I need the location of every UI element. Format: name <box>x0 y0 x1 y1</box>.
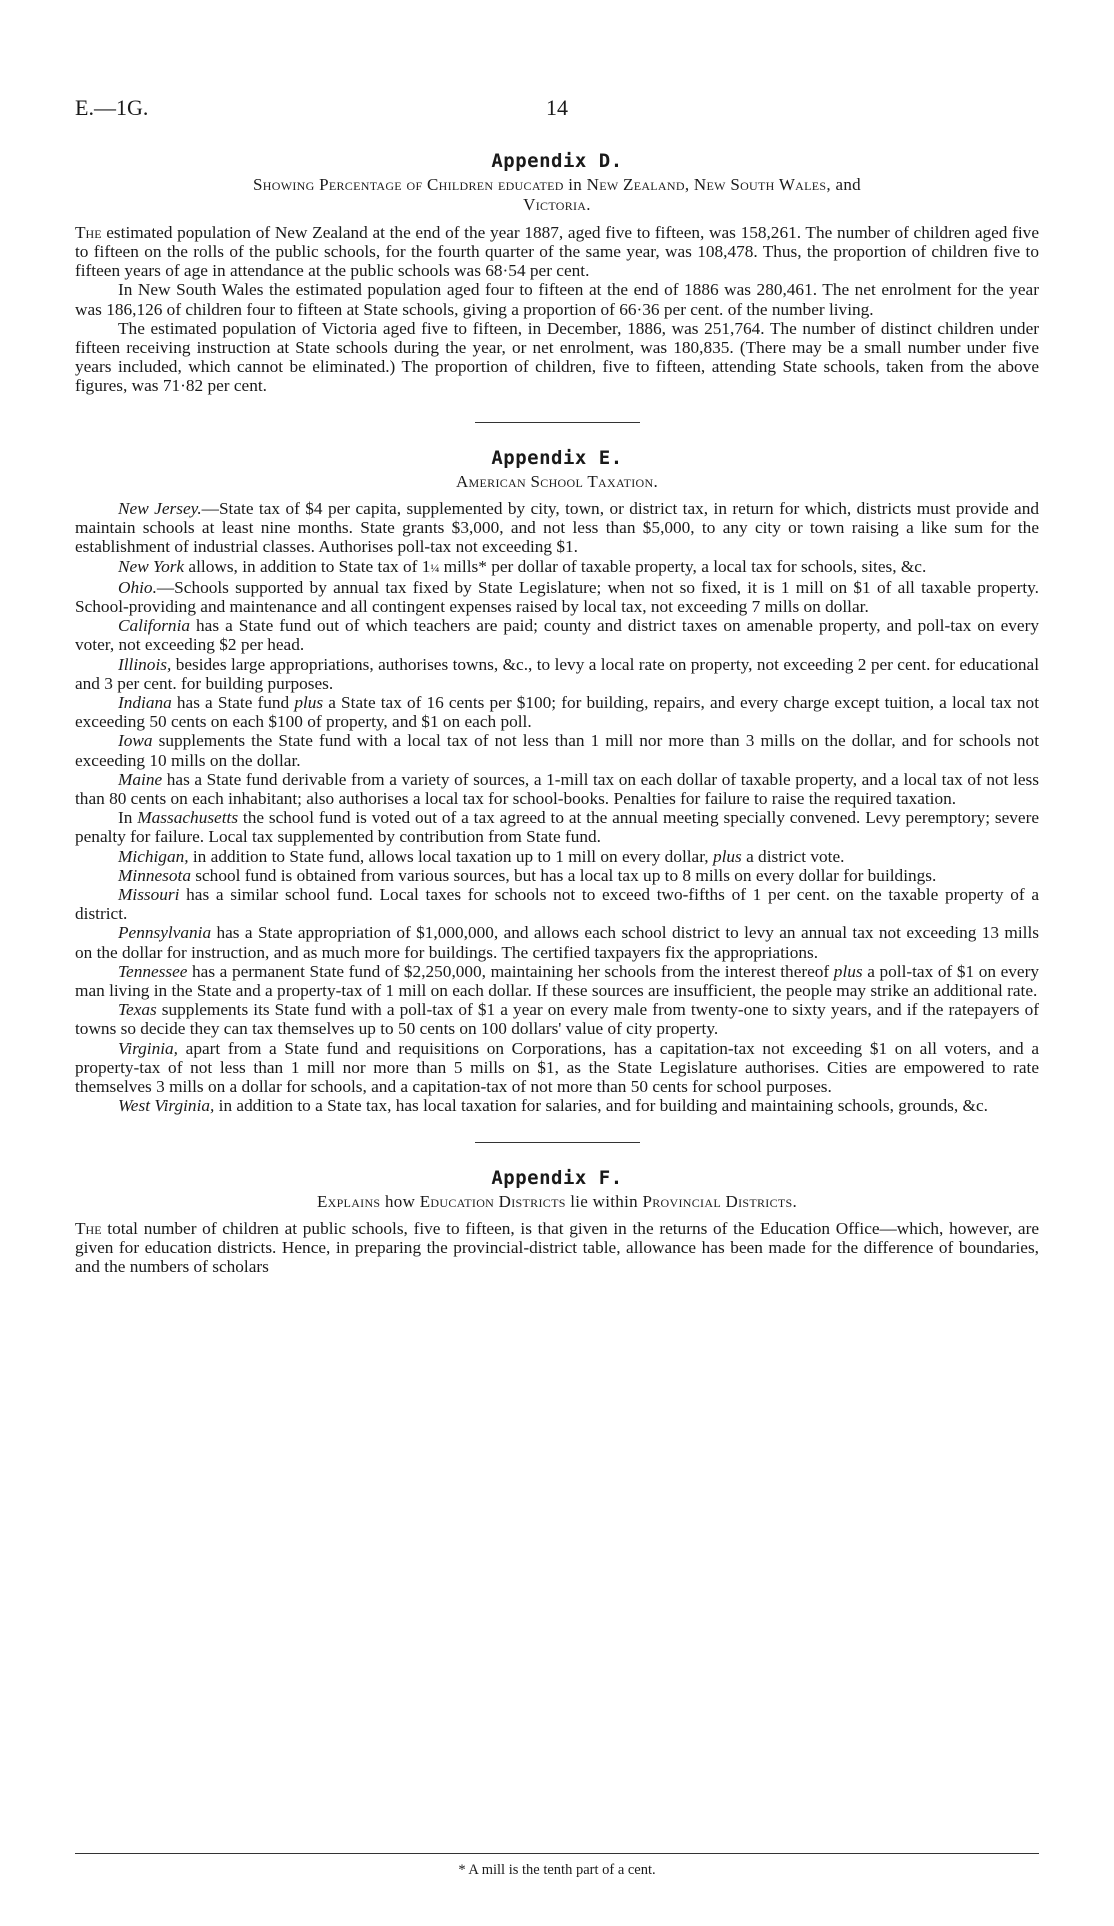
state-text: In <box>118 808 138 828</box>
state-text: apart from a State fund and requisitions on Corporations, has a capitation-tax not exceeding $1 on all voters, and a property-tax of not less than 1 mill nor more than 5 mills on $1, as the State Legislature authorises. Cities are empowered to rate themselves 3 mills on a dollar for schools, and a capitation-tax of not more than 50 cents for school purposes. <box>75 1038 1039 1097</box>
state-text: the school fund is voted out of a tax agreed to at the annual meeting specially convened. Levy peremptory; severe penalty for failure. Local tax supplemented by contribution from State fund. <box>75 808 1039 847</box>
appendix-e-subtitle: American School Taxation. <box>455 471 659 491</box>
state-text: —State tax of $4 per capita, supplemented by city, town, or district tax, in return for which, districts must provide and maintain schools at least nine months. State grants $3,000, and not less than $5,000, to any city or town raising a like sum for the establishment of industrial classes. Authorises poll-tax not exceeding $1. <box>75 499 1039 557</box>
footnote: * A mill is the tenth part of a cent. <box>458 1862 656 1878</box>
subtitle-part: educated <box>497 175 564 194</box>
appendix-d-title: Appendix D. <box>491 150 623 172</box>
state-text: has a similar school fund. Local taxes for schools not to exceed two-fifths of 1 per cent. on the taxable property of a district. <box>75 885 1039 924</box>
state-text: —Schools supported by annual tax fixed by State Legislature; when not so fixed, it is 1 mill on $1 of all taxable property. School-providing and maintenance and all contingent expenses raised by local tax, not exceeding 7 mills on dollar. <box>75 577 1039 617</box>
state-entry <box>75 808 1039 846</box>
footnote-divider <box>75 1853 1039 1854</box>
paragraph-text: estimated population of New Zealand at the end of the year 1887, aged five to fifteen, was 158,261. The number of children aged five to fifteen on the rolls of the public schools, for the fourth quarter of the same year, was 108,478. Thus, the proportion of children five to fifteen years of age in attendance at the public schools was 68·54 per cent. <box>75 222 1039 281</box>
subtitle-part: Explains <box>316 1191 381 1211</box>
appendix-e <box>75 447 1039 1116</box>
state-name: Virginia, <box>118 1038 179 1058</box>
state-text: mills* per dollar of taxable property, a local tax for schools, sites, &c. <box>439 556 927 576</box>
state-entry <box>75 731 1039 769</box>
subtitle-part: lie within <box>570 1191 638 1211</box>
page-content <box>75 150 1039 1277</box>
paragraph-lead: The <box>75 222 102 242</box>
state-name: Michigan, <box>118 846 189 866</box>
state-name: New York <box>118 556 185 576</box>
state-text: has a State fund derivable from a variety of sources, a 1-mill tax on each dollar of taxable property, and a local tax of not less than 80 cents on each inhabitant; also authorises a local tax for school-books. Penalties for failure to raise the required taxation. <box>75 769 1039 809</box>
state-entry <box>75 578 1039 616</box>
state-text: in addition to a State tax, has local taxation for salaries, and for building and maintaining schools, grounds, &c. <box>214 1096 988 1116</box>
state-name: New Jersey. <box>118 499 202 518</box>
state-entry <box>75 616 1039 654</box>
subtitle-part: Victoria. <box>523 195 591 215</box>
state-name: Minnesota <box>118 865 191 885</box>
section-divider <box>475 1142 640 1143</box>
fraction: ¼ <box>430 560 440 575</box>
state-name: Texas <box>118 1000 157 1020</box>
state-text: a poll-tax of $1 on every man living in the State and a property-tax of 1 mill on each dollar. If these sources are insufficient, the people may strike an additional rate. <box>75 961 1039 1001</box>
state-entry <box>75 655 1039 693</box>
state-name: Illinois, <box>118 654 172 674</box>
state-text: a district vote. <box>741 846 845 866</box>
appendix-f-subtitle <box>75 1192 1039 1212</box>
appendix-f-title: Appendix F. <box>491 1166 623 1189</box>
paragraph-text: total number of children at public schools, five to fifteen, is that given in the returns of the Education Office—which, however, are given for education districts. Hence, in preparing the provincial-district table, allowance has been made for the difference of boundaries, and the numbers of scholars <box>75 1218 1039 1277</box>
state-entry <box>75 1096 1039 1115</box>
state-text: allows, in addition to State tax of 1 <box>184 556 431 576</box>
state-entry <box>75 866 1039 885</box>
page-number: 14 <box>546 95 568 120</box>
state-name: Pennsylvania <box>118 923 212 943</box>
state-entry <box>75 847 1039 866</box>
emphasis: plus <box>833 961 863 981</box>
appendix-d <box>75 150 1039 396</box>
paragraph-lead: The <box>75 1218 102 1238</box>
state-text: besides large appropriations, authorises towns, &c., to levy a local rate on property, not exceeding 2 per cent. for educational and 3 per cent. for building purposes. <box>75 654 1039 693</box>
page-header <box>75 95 1039 125</box>
subtitle-part: New Zealand, New South Wales, <box>586 175 831 194</box>
state-text: has a permanent State fund of $2,250,000, maintaining her schools from the interest thereof <box>187 961 834 981</box>
state-entry <box>75 1039 1039 1097</box>
paragraph <box>75 223 1039 281</box>
state-entry <box>75 693 1039 731</box>
section-divider <box>475 422 640 423</box>
state-text: school fund is obtained from various sources, but has a local tax up to 8 mills on every dollar for buildings. <box>190 865 937 885</box>
appendix-f <box>75 1167 1039 1277</box>
state-name: West Virginia, <box>118 1096 215 1116</box>
state-text: has a State appropriation of $1,000,000, and allows each school district to levy an annual tax not exceeding 13 mills on the dollar for instruction, and as much more for buildings. The certified taxpayers fix the appropriations. <box>75 923 1039 962</box>
emphasis: plus <box>712 846 742 866</box>
state-text: has a State fund out of which teachers are paid; county and district taxes on amenable property, and poll-tax on every voter, not exceeding $2 per head. <box>75 616 1039 655</box>
state-name: Tennessee <box>118 961 188 981</box>
appendix-e-title: Appendix E. <box>491 446 623 469</box>
state-name: Maine <box>118 769 163 789</box>
state-entry <box>75 962 1039 1000</box>
paragraph: In New South Wales the estimated population aged four to fifteen at the end of 1886 was 280,461. The net enrolment for the year was 186,126 of children four to fifteen at State schools, giving a proportion of 66·36 per cent. of the number living. <box>75 280 1039 319</box>
state-entry <box>75 1000 1039 1038</box>
document-reference: E.—1G. <box>75 95 149 120</box>
subtitle-part: Education Districts <box>419 1191 566 1211</box>
subtitle-part: Provincial Districts. <box>642 1191 798 1211</box>
state-name: Ohio. <box>118 577 157 597</box>
subtitle-part: how <box>384 1191 416 1211</box>
state-entry <box>75 770 1039 808</box>
paragraph: The estimated population of Victoria aged five to fifteen, in December, 1886, was 251,764. The number of distinct children under fifteen receiving instruction at State schools during the year, or net enrolment, was 180,835. (There may be a small number under five years included, which cannot be eliminated.) The proportion of children, five to fifteen, attending State schools, taken from the above figures, was 71·82 per cent. <box>75 318 1039 396</box>
state-text: has a State fund <box>171 693 295 713</box>
state-text: a State tax of 16 cents per $100; for building, repairs, and every charge except tuition, a local tax not exceeding 50 cents on each $100 of property, and $1 on each poll. <box>75 693 1040 732</box>
subtitle-part: and <box>835 175 861 194</box>
state-text: supplements its State fund with a poll-tax of $1 a year on every male from twenty-one to sixty years, and if the ratepayers of towns so decide they can tax themselves up to 50 cents on 100 dollars' value of city property. <box>75 1000 1039 1039</box>
state-name: Massachusetts <box>137 808 239 828</box>
paragraph <box>75 1219 1039 1277</box>
emphasis: plus <box>294 693 324 713</box>
state-entry <box>75 885 1039 923</box>
state-entry <box>75 499 1039 557</box>
appendix-d-subtitle <box>75 175 1039 216</box>
state-name: Indiana <box>118 693 172 713</box>
state-name: Missouri <box>118 885 180 905</box>
state-entry <box>75 557 1039 578</box>
state-name: Iowa <box>118 731 153 751</box>
state-entry <box>75 923 1039 961</box>
state-name: California <box>118 616 191 636</box>
subtitle-part: Showing Percentage of Children <box>253 175 494 194</box>
subtitle-part: in <box>568 175 583 194</box>
state-text: in addition to State fund, allows local taxation up to 1 mill on every dollar, <box>188 846 713 866</box>
state-text: supplements the State fund with a local tax of not less than 1 mill nor more than 3 mills on the dollar, and for schools not exceeding 10 mills on the dollar. <box>75 731 1039 770</box>
